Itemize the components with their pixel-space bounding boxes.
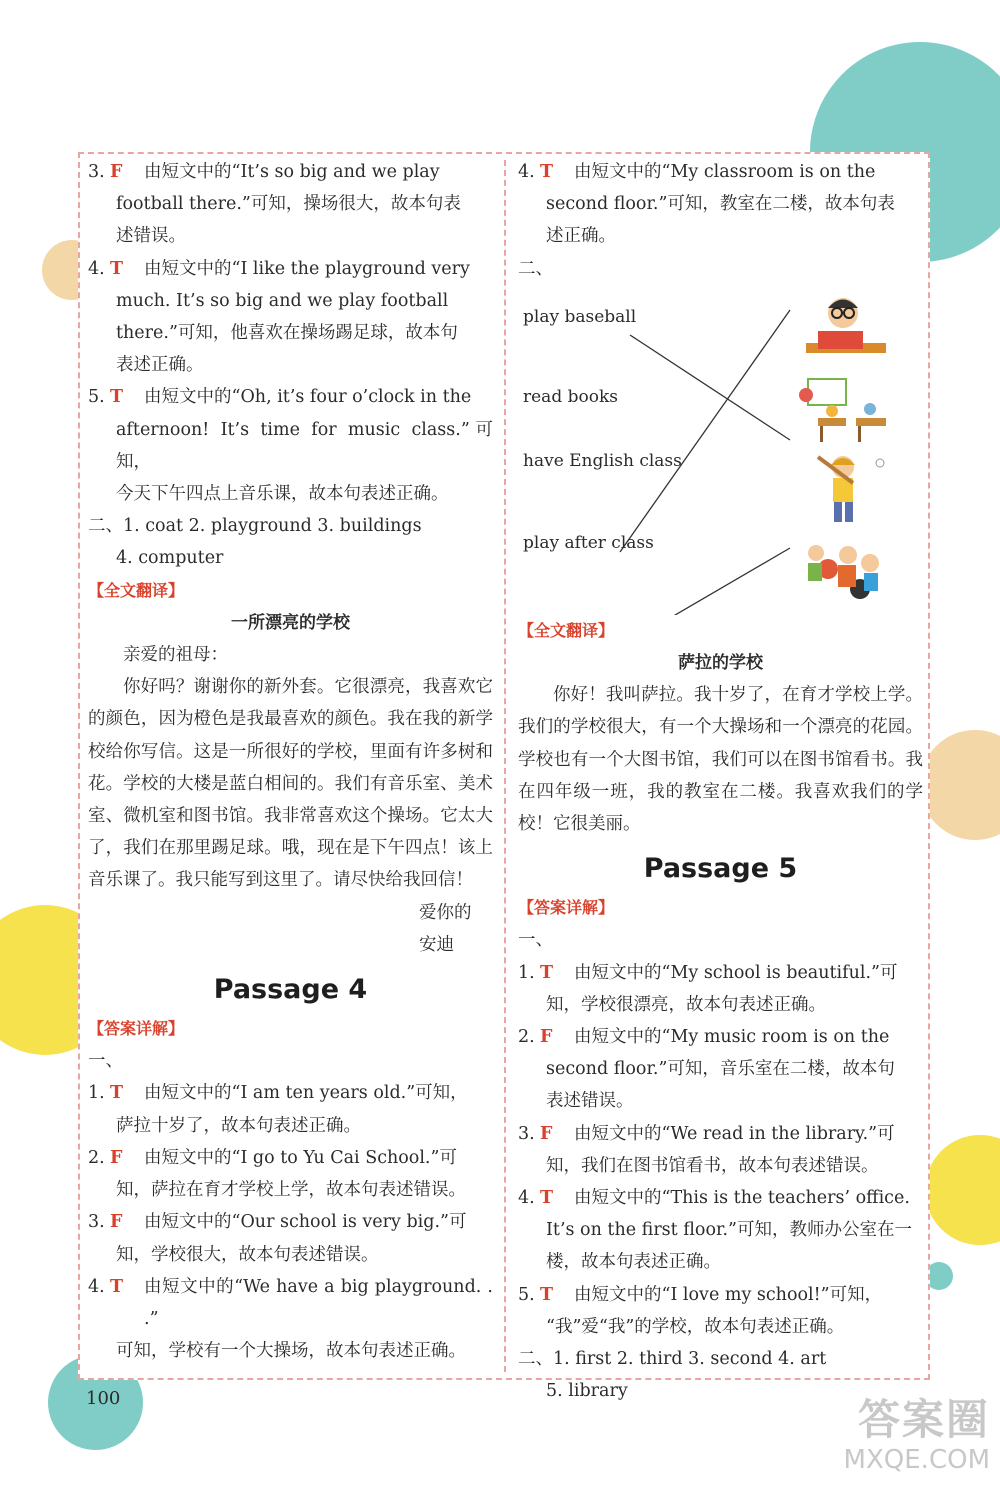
left-column <box>88 156 493 1367</box>
explanation-text: 可知，学校有一个大操场，故本句表述正确。 <box>116 1341 466 1362</box>
answer-line <box>88 188 493 220</box>
explanation-text: much. It’s so big and we play football <box>116 290 449 311</box>
decorative-circle <box>925 1135 1000 1245</box>
explanation-text: It’s on the first floor.”可知，教师办公室在一 <box>546 1220 912 1241</box>
passage3-part2-answers-cont: 4. computer <box>116 548 224 569</box>
answer-mark: F <box>110 1147 123 1168</box>
letter-signoff <box>88 897 493 961</box>
item-number: 3. <box>88 1212 105 1233</box>
answer-mark: T <box>110 1083 124 1104</box>
answer-mark: T <box>540 1284 554 1305</box>
answer-line <box>88 1335 493 1367</box>
item-number: 4. <box>518 162 535 182</box>
item-number: 4. <box>88 258 105 279</box>
explanation-text: “我”爱“我”的学校，故本句表述正确。 <box>546 1316 845 1337</box>
answer-mark: F <box>110 1212 123 1233</box>
item-number: 5. <box>518 1284 535 1305</box>
explanation-text: 知，学校很漂亮，故本句表述正确。 <box>546 994 826 1015</box>
right-column <box>518 156 923 1407</box>
match-label-read-books: read books <box>523 386 618 407</box>
answer-line <box>88 220 493 252</box>
item-number: 4. <box>518 1188 535 1209</box>
explanation-text: there.”可知，他喜欢在操场踢足球，故本句 <box>116 323 458 344</box>
answer-item <box>518 1021 923 1118</box>
answer-mark: T <box>110 387 124 408</box>
passage5-part2-answers-cont: 5. library <box>546 1381 628 1402</box>
explanation-text: second floor.”可知，音乐室在二楼，故本句 <box>546 1059 895 1080</box>
translation-title: 萨拉的学校 <box>678 653 763 674</box>
match-label-play-baseball: play baseball <box>523 306 637 327</box>
answer-line <box>88 1206 493 1238</box>
answer-mark: T <box>110 1276 124 1297</box>
answer-line <box>88 1142 493 1174</box>
explanation-text: 由短文中的“I love my school!”可知， <box>574 1284 883 1305</box>
passage3-answer-list <box>88 156 493 510</box>
part1-label: 一、 <box>518 930 553 951</box>
passage5-heading: Passage 5 <box>643 853 798 885</box>
watermark-url: MXQE.COM <box>843 1445 990 1475</box>
answer-tag: 【答案详解】 <box>88 1019 185 1039</box>
answer-line <box>518 1118 923 1150</box>
answer-line <box>518 1214 923 1246</box>
translation-title: 一所漂亮的学校 <box>231 612 350 633</box>
answer-line <box>88 414 493 478</box>
answer-line <box>518 1021 923 1053</box>
explanation-text: 楼，故本句表述正确。 <box>546 1252 721 1273</box>
answer-item <box>88 1206 493 1270</box>
part2-label: 二、 <box>518 258 553 279</box>
letter-body: 你好吗？谢谢你的新外套。它很漂亮，我喜欢它的颜色，因为橙色是我最喜欢的颜色。我在我的新学校给你写信。这是一所很好的学校，里面有许多树和花。学校的大楼是蓝白相间的。我们有音乐室、美术室、微机室和图书馆。我非常喜欢这个操场。它太大了，我们在那里踢足球。哦，现在是下午四点！该上音乐课了。我只能写到这里了。请尽快给我回信！ <box>88 677 493 891</box>
answer-mark: T <box>540 962 554 983</box>
answer-line <box>518 220 923 252</box>
baseball-player-picture <box>798 453 893 528</box>
answer-item <box>518 156 923 253</box>
answer-item <box>88 1142 493 1206</box>
answer-line <box>518 1279 923 1311</box>
signature-text: 安迪 <box>419 934 454 955</box>
boy-reading-picture <box>798 293 893 368</box>
explanation-text: 由短文中的“My school is beautiful.”可 <box>574 962 898 983</box>
explanation-text: 由短文中的“It’s so big and we play <box>144 162 440 182</box>
explanation-text: 述正确。 <box>546 226 616 247</box>
answer-line <box>88 1077 493 1109</box>
explanation-text: 表述正确。 <box>116 355 204 376</box>
answer-line <box>88 381 493 413</box>
english-class-picture <box>798 373 893 448</box>
passage4-answer-list <box>518 156 923 253</box>
item-number: 2. <box>88 1147 105 1168</box>
explanation-text: 由短文中的“I like the playground very <box>144 258 470 279</box>
explanation-text: 由短文中的“I am ten years old.”可知， <box>144 1083 468 1104</box>
answer-line <box>88 349 493 381</box>
answer-mark: T <box>540 162 554 182</box>
answer-line <box>518 1085 923 1117</box>
explanation-text: 述错误。 <box>116 226 186 247</box>
explanation-text: 由短文中的“This is the teachers’ office. <box>574 1188 910 1209</box>
answer-mark: T <box>540 1188 554 1209</box>
answer-mark: T <box>110 258 124 279</box>
answer-line <box>88 1239 493 1271</box>
passage4-heading: Passage 4 <box>213 974 368 1006</box>
answer-line <box>518 989 923 1021</box>
translation-tag: 【全文翻译】 <box>88 580 185 600</box>
answer-item <box>518 1279 923 1343</box>
answer-mark: F <box>540 1123 553 1144</box>
explanation-text: 由短文中的“My classroom is on the <box>574 162 876 182</box>
passage3-part2-answers: 二、1. coat 2. playground 3. buildings <box>88 516 422 537</box>
answer-mark: F <box>110 162 123 182</box>
answer-line <box>88 285 493 317</box>
item-number: 3. <box>518 1123 535 1144</box>
answer-line <box>88 1271 493 1335</box>
answer-line <box>518 1150 923 1182</box>
answer-tag: 【答案详解】 <box>518 898 615 918</box>
translation-body: 你好！我叫萨拉。我十岁了，在育才学校上学。我们的学校很大，有一个大操场和一个漂亮的花园。学校也有一个大图书馆，我们可以在图书馆看书。我在四年级一班，我的教室在二楼。我喜欢我们的学校！它很美丽。 <box>518 685 923 835</box>
letter-greeting: 亲爱的祖母： <box>123 645 228 666</box>
explanation-text: 由短文中的“I go to Yu Cai School.”可 <box>144 1147 457 1168</box>
watermark-logo <box>790 1395 990 1485</box>
answer-line <box>518 1311 923 1343</box>
sign-off-text: 爱你的 <box>419 902 472 923</box>
answer-item <box>518 1118 923 1182</box>
match-label-play-after-class: play after class <box>523 532 654 553</box>
decorative-circle <box>920 730 1000 840</box>
column-divider <box>504 160 506 1372</box>
answer-item <box>518 957 923 1021</box>
answer-item <box>88 253 493 382</box>
explanation-text: 知，我们在图书馆看书，故本句表述错误。 <box>546 1155 879 1176</box>
answer-line <box>518 1246 923 1278</box>
explanation-text: second floor.”可知，教室在二楼，故本句表 <box>546 194 895 215</box>
explanation-text: 表述错误。 <box>546 1091 634 1112</box>
translation-tag: 【全文翻译】 <box>518 620 615 640</box>
match-label-english-class: have English class <box>523 450 682 471</box>
answer-line <box>88 156 493 188</box>
explanation-text: football there.”可知，操场很大，故本句表 <box>116 194 461 215</box>
explanation-text: 知，学校很大，故本句表述错误。 <box>116 1244 379 1265</box>
answer-line <box>518 156 923 188</box>
children-playing-picture <box>798 533 893 608</box>
explanation-text: 由短文中的“My music room is on the <box>574 1027 890 1048</box>
answer-line <box>518 1182 923 1214</box>
answer-line <box>88 253 493 285</box>
answer-mark: F <box>540 1027 553 1048</box>
passage4-answer-list <box>88 1077 493 1367</box>
watermark-text: 答案圈 <box>857 1395 990 1444</box>
answer-line <box>518 188 923 220</box>
part1-label: 一、 <box>88 1051 123 1072</box>
explanation-text: 由短文中的“We read in the library.”可 <box>574 1123 895 1144</box>
explanation-text: 由短文中的“We have a big playground. . .” <box>144 1276 493 1329</box>
answer-line <box>88 1174 493 1206</box>
page-number: 100 <box>86 1388 121 1409</box>
explanation-text: afternoon! It’s time for music class.”可知， <box>116 419 493 472</box>
explanation-text: 知，萨拉在育才学校上学，故本句表述错误。 <box>116 1180 466 1201</box>
answer-line <box>88 1110 493 1142</box>
answer-item <box>518 1182 923 1279</box>
answer-line <box>88 478 493 510</box>
passage5-part2-answers: 二、1. first 2. third 3. second 4. art <box>518 1349 827 1370</box>
answer-item <box>88 1271 493 1368</box>
matching-exercise <box>518 285 923 615</box>
explanation-text: 今天下午四点上音乐课，故本句表述正确。 <box>116 484 449 505</box>
explanation-text: 由短文中的“Our school is very big.”可 <box>144 1212 467 1233</box>
answer-line <box>518 957 923 989</box>
answer-item <box>88 1077 493 1141</box>
item-number: 5. <box>88 387 105 408</box>
item-number: 4. <box>88 1276 105 1297</box>
item-number: 1. <box>88 1083 105 1104</box>
answer-line <box>518 1053 923 1085</box>
passage5-answer-list <box>518 957 923 1343</box>
explanation-text: 由短文中的“Oh, it’s four o’clock in the <box>144 387 472 408</box>
answer-item <box>88 381 493 510</box>
item-number: 1. <box>518 962 535 983</box>
answer-item <box>88 156 493 253</box>
explanation-text: 萨拉十岁了，故本句表述正确。 <box>116 1115 361 1136</box>
item-number: 2. <box>518 1027 535 1048</box>
answer-line <box>88 317 493 349</box>
item-number: 3. <box>88 162 105 182</box>
